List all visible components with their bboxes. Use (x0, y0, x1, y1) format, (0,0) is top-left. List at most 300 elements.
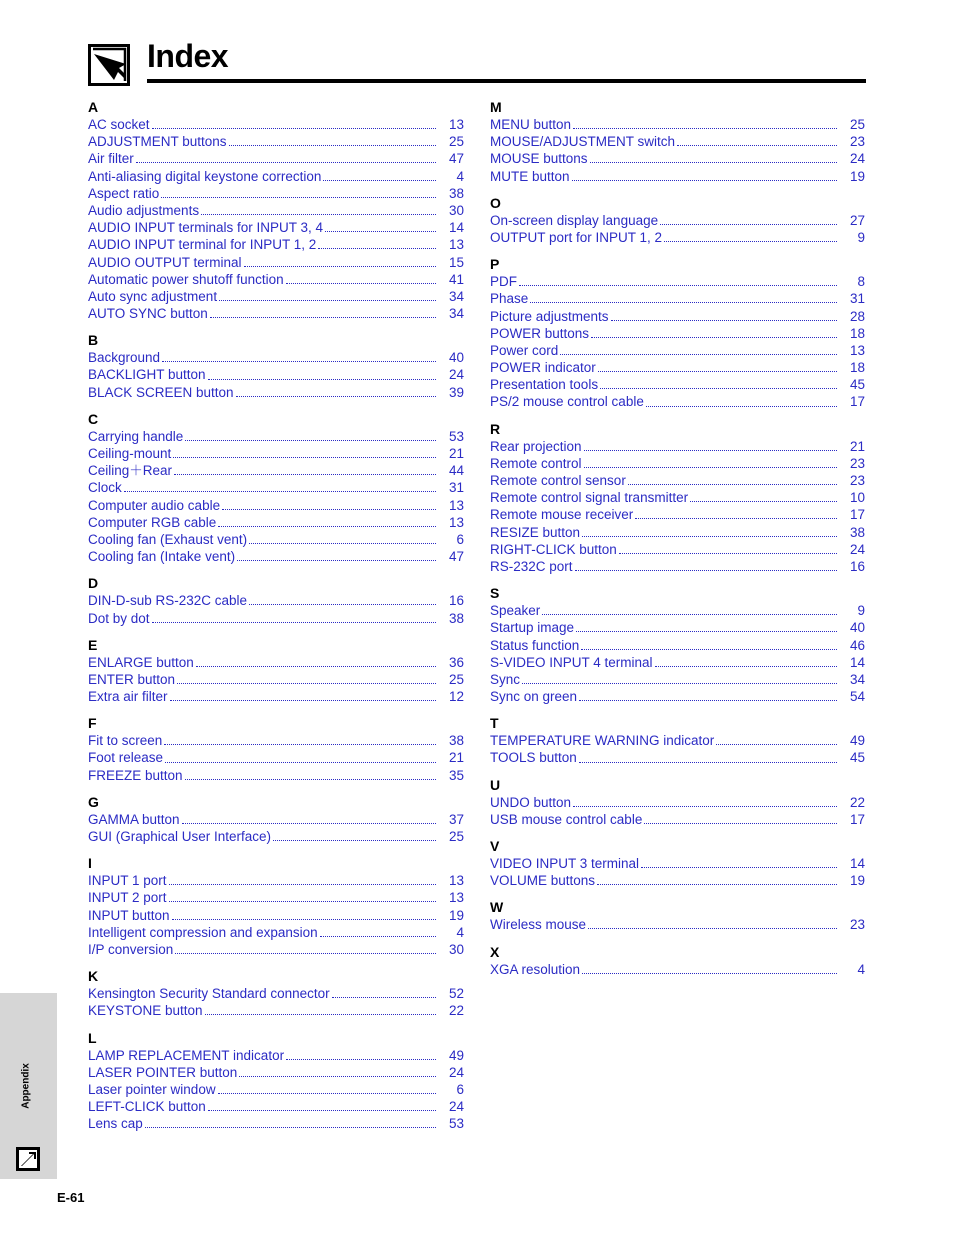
entry-page-number: 27 (849, 212, 865, 228)
entry-page-number: 14 (849, 654, 865, 670)
dot-leader (218, 1093, 436, 1094)
entry-page-number: 28 (849, 308, 865, 324)
section-letter: P (490, 256, 500, 273)
dot-leader (136, 162, 436, 163)
section-letter: T (490, 715, 499, 732)
entry-page-number: 53 (448, 1116, 464, 1132)
dot-leader (690, 501, 837, 502)
index-entry[interactable] (88, 428, 464, 445)
index-entry[interactable] (88, 366, 464, 383)
entry-term: PDF (490, 274, 517, 290)
entry-page-number: 30 (448, 941, 464, 957)
index-entry[interactable] (88, 811, 464, 828)
entry-page-number: 24 (849, 151, 865, 167)
entry-page-number: 6 (456, 531, 464, 547)
entry-page-number: 47 (448, 151, 464, 167)
index-section-t (490, 714, 865, 766)
dot-leader (530, 302, 837, 303)
dot-leader (208, 1110, 436, 1111)
entry-term: PS/2 mouse control cable (490, 394, 644, 410)
section-letter: C (88, 410, 99, 427)
entry-term: ENLARGE button (88, 654, 194, 670)
index-entry[interactable] (490, 489, 865, 506)
entry-page-number: 37 (448, 811, 464, 827)
entry-page-number: 16 (448, 593, 464, 609)
entry-term: MOUSE buttons (490, 151, 588, 167)
entry-term: Lens cap (88, 1116, 143, 1132)
entry-page-number: 25 (448, 829, 464, 844)
index-entry[interactable] (490, 524, 865, 541)
index-section-d (88, 574, 464, 626)
entry-term: Clock (88, 480, 122, 496)
index-section-w (490, 898, 865, 933)
dot-leader (174, 474, 436, 475)
dot-leader (332, 997, 436, 998)
entry-page-number: 18 (849, 360, 865, 376)
index-entry[interactable] (88, 305, 464, 322)
index-entry[interactable] (490, 855, 865, 872)
dot-leader (588, 928, 837, 929)
entry-page-number: 4 (456, 924, 464, 940)
index-page-icon (88, 44, 130, 86)
entry-page-number: 24 (448, 367, 464, 383)
index-entry[interactable] (88, 479, 464, 496)
index-entry[interactable] (88, 907, 464, 924)
title-rule (147, 79, 866, 83)
entry-term: Laser pointer window (88, 1081, 216, 1097)
index-column-right (490, 98, 865, 987)
index-entry[interactable] (88, 1047, 464, 1064)
entry-page-number: 21 (448, 750, 464, 766)
entry-page-number: 13 (448, 514, 464, 530)
entry-term: Extra air filter (88, 689, 168, 705)
index-entry[interactable] (88, 349, 464, 366)
section-letter: V (490, 838, 500, 854)
index-entry[interactable] (490, 811, 865, 828)
appendix-label: Appendix (20, 1063, 32, 1109)
entry-page-number: 16 (849, 558, 865, 574)
dot-leader (237, 560, 436, 561)
index-entry[interactable] (490, 359, 865, 376)
index-entry[interactable] (88, 941, 464, 958)
entry-term: Remote mouse receiver (490, 507, 634, 523)
index-entry[interactable] (490, 916, 865, 933)
dot-leader (641, 867, 837, 868)
dot-leader (162, 361, 436, 362)
index-section-l (88, 1029, 464, 1133)
entry-term: Anti-aliasing digital keystone correction (88, 168, 322, 184)
dot-leader (177, 683, 436, 684)
entry-term: RS-232C port (490, 558, 573, 574)
entry-page-number: 53 (448, 428, 464, 444)
entry-page-number: 12 (448, 689, 464, 705)
index-entry[interactable] (490, 325, 865, 342)
index-entry[interactable] (490, 961, 865, 978)
index-entry[interactable] (88, 168, 464, 185)
index-entry[interactable] (490, 472, 865, 489)
entry-term: Ceiling＋Rear (88, 463, 173, 479)
entry-term: INPUT 2 port (88, 890, 167, 906)
index-entry[interactable] (88, 514, 464, 531)
dot-leader (584, 450, 837, 451)
dot-leader (581, 649, 837, 650)
dot-leader (208, 379, 436, 380)
dot-leader (218, 526, 436, 527)
entry-term: VOLUME buttons (490, 873, 596, 889)
entry-term: AUDIO OUTPUT terminal (88, 254, 242, 270)
index-entry[interactable] (490, 732, 865, 749)
dot-leader (185, 440, 436, 441)
index-entry[interactable] (490, 376, 865, 393)
section-letter: L (88, 1029, 97, 1046)
index-entry[interactable] (490, 619, 865, 636)
entry-term: ADJUSTMENT buttons (88, 134, 227, 150)
index-section-r (490, 420, 865, 576)
index-entry[interactable] (490, 654, 865, 671)
entry-page-number: 31 (448, 480, 464, 496)
entry-term: Picture adjustments (490, 308, 609, 324)
dot-leader (573, 128, 837, 129)
entry-page-number: 13 (448, 497, 464, 513)
entry-term: Automatic power shutoff function (88, 271, 284, 287)
entry-page-number: 40 (849, 620, 865, 636)
section-letter: X (490, 943, 500, 960)
entry-page-number: 17 (849, 507, 865, 523)
entry-page-number: 24 (448, 1099, 464, 1115)
entry-term: AUDIO INPUT terminal for INPUT 1, 2 (88, 237, 317, 253)
index-entry[interactable] (490, 308, 865, 325)
section-letter: E (88, 636, 98, 653)
entry-term: Sync (490, 671, 521, 687)
dot-leader (170, 700, 436, 701)
section-letter: A (88, 99, 99, 115)
dot-leader (196, 666, 436, 667)
dot-leader (169, 901, 436, 902)
index-entry[interactable] (490, 794, 865, 811)
dot-leader (598, 371, 837, 372)
entry-page-number: 35 (448, 767, 464, 783)
entry-page-number: 8 (857, 274, 865, 290)
entry-page-number: 39 (448, 384, 464, 400)
dot-leader (590, 162, 837, 163)
dot-leader (185, 779, 436, 780)
entry-term: LEFT-CLICK button (88, 1099, 206, 1115)
entry-page-number: 4 (857, 961, 865, 977)
entry-term: INPUT button (88, 907, 170, 923)
entry-page-number: 41 (448, 271, 464, 287)
entry-term: POWER indicator (490, 360, 596, 376)
dot-leader (660, 224, 837, 225)
index-entry[interactable] (490, 602, 865, 619)
index-entry[interactable] (88, 924, 464, 941)
entry-page-number: 9 (857, 603, 865, 619)
entry-page-number: 49 (448, 1047, 464, 1063)
entry-term: AUDIO INPUT terminals for INPUT 3, 4 (88, 220, 324, 236)
entry-page-number: 21 (849, 438, 865, 454)
index-entry[interactable] (490, 273, 865, 290)
entry-page-number: 47 (448, 549, 464, 565)
dot-leader (273, 840, 436, 841)
page-title: Index (147, 38, 229, 74)
entry-page-number: 14 (448, 220, 464, 236)
dot-leader (325, 231, 436, 232)
entry-page-number: 19 (849, 168, 865, 184)
entry-page-number: 45 (849, 750, 865, 766)
index-section-u (490, 776, 865, 828)
index-entry[interactable] (88, 116, 464, 133)
index-entry[interactable] (490, 150, 865, 167)
index-entry[interactable] (490, 290, 865, 307)
dot-leader (161, 197, 436, 198)
index-entry[interactable] (88, 889, 464, 906)
index-entry[interactable] (490, 133, 865, 150)
index-entry[interactable] (490, 541, 865, 558)
dot-leader (560, 354, 837, 355)
entry-page-number: 13 (448, 237, 464, 253)
entry-term: LAMP REPLACEMENT indicator (88, 1047, 285, 1063)
dot-leader (172, 919, 436, 920)
index-entry[interactable] (88, 1064, 464, 1081)
dot-leader (286, 1059, 436, 1060)
dot-leader (579, 700, 837, 701)
index-entry[interactable] (490, 872, 865, 889)
index-entry[interactable] (88, 688, 464, 705)
dot-leader (205, 1014, 436, 1015)
dot-leader (542, 614, 837, 615)
index-section-c (88, 410, 464, 566)
index-entry[interactable] (490, 393, 865, 410)
index-column-left (88, 98, 464, 1141)
entry-term: KEYSTONE button (88, 1003, 203, 1019)
entry-page-number: 10 (849, 490, 865, 506)
appendix-icon (16, 1147, 40, 1171)
index-entry[interactable] (490, 455, 865, 472)
index-entry[interactable] (88, 767, 464, 784)
entry-page-number: 38 (448, 610, 464, 626)
index-entry[interactable] (490, 168, 865, 185)
dot-leader (201, 214, 436, 215)
entry-page-number: 52 (448, 986, 464, 1002)
entry-term: Sync on green (490, 689, 578, 705)
index-entry[interactable] (88, 202, 464, 219)
index-entry[interactable] (490, 671, 865, 688)
entry-term: VIDEO INPUT 3 terminal (490, 856, 640, 871)
dot-leader (210, 317, 436, 318)
entry-term: Dot by dot (88, 610, 150, 626)
entry-page-number: 4 (456, 168, 464, 184)
index-section-v (490, 837, 865, 889)
entry-page-number: 23 (849, 134, 865, 150)
entry-term: DIN-D-sub RS-232C cable (88, 593, 248, 609)
entry-term: Background (88, 350, 161, 366)
entry-term: Rear projection (490, 438, 582, 454)
index-entry[interactable] (490, 212, 865, 229)
dot-leader (716, 744, 837, 745)
entry-term: Intelligent compression and expansion (88, 924, 318, 940)
dot-leader (175, 953, 436, 954)
index-section-f (88, 714, 464, 784)
index-entry[interactable] (88, 1098, 464, 1115)
index-entry[interactable] (88, 828, 464, 845)
index-entry[interactable] (88, 288, 464, 305)
dot-leader (320, 936, 436, 937)
entry-term: Status function (490, 637, 580, 653)
index-entry[interactable] (88, 592, 464, 609)
index-section-e (88, 636, 464, 706)
entry-term: Cooling fan (Exhaust vent) (88, 531, 248, 547)
entry-page-number: 22 (448, 1003, 464, 1019)
entry-page-number: 17 (849, 811, 865, 827)
entry-term: Computer RGB cable (88, 514, 217, 530)
dot-leader (169, 884, 436, 885)
entry-term: INPUT 1 port (88, 873, 167, 889)
dot-leader (165, 762, 436, 763)
index-entry[interactable] (88, 1081, 464, 1098)
entry-term: OUTPUT port for INPUT 1, 2 (490, 229, 663, 245)
dot-leader (628, 484, 837, 485)
entry-term: POWER buttons (490, 325, 590, 341)
section-letter: G (88, 793, 99, 810)
entry-term: AUTO SYNC button (88, 306, 208, 322)
index-entry[interactable] (490, 637, 865, 654)
index-entry[interactable] (490, 438, 865, 455)
dot-leader (229, 145, 436, 146)
entry-term: Remote control signal transmitter (490, 490, 689, 506)
index-entry[interactable] (88, 236, 464, 253)
index-entry[interactable] (88, 654, 464, 671)
index-entry[interactable] (88, 497, 464, 514)
index-entry[interactable] (88, 219, 464, 236)
dot-leader (236, 396, 436, 397)
index-entry[interactable] (88, 872, 464, 889)
dot-leader (222, 509, 436, 510)
index-entry[interactable] (88, 671, 464, 688)
dot-leader (173, 457, 436, 458)
index-section-b (88, 331, 464, 401)
section-letter: I (88, 855, 92, 872)
entry-term: I/P conversion (88, 941, 174, 957)
entry-term: AC socket (88, 117, 150, 132)
entry-term: On-screen display language (490, 212, 659, 228)
entry-term: RESIZE button (490, 524, 581, 540)
index-entry[interactable] (88, 1002, 464, 1019)
entry-term: USB mouse control cable (490, 811, 643, 827)
entry-term: Presentation tools (490, 377, 599, 393)
section-letter: M (490, 99, 502, 115)
entry-term: Phase (490, 291, 529, 307)
dot-leader (124, 491, 436, 492)
index-entry[interactable] (88, 610, 464, 627)
section-letter: F (88, 715, 97, 732)
entry-term: Ceiling-mount (88, 446, 172, 461)
entry-page-number: 23 (849, 455, 865, 471)
dot-leader (573, 806, 837, 807)
dot-leader (572, 180, 837, 181)
entry-page-number: 25 (448, 134, 464, 150)
index-entry[interactable] (88, 548, 464, 565)
dot-leader (582, 536, 837, 537)
index-section-i (88, 854, 464, 958)
section-letter: K (88, 968, 99, 985)
entry-term: RIGHT-CLICK button (490, 541, 617, 557)
dot-leader (600, 388, 837, 389)
dot-leader (286, 283, 436, 284)
entry-page-number: 46 (849, 637, 865, 653)
index-entry[interactable] (88, 531, 464, 548)
index-entry[interactable] (88, 445, 464, 462)
entry-page-number: 38 (849, 524, 865, 540)
dot-leader (323, 180, 436, 181)
entry-term: BLACK SCREEN button (88, 384, 234, 400)
index-entry[interactable] (88, 133, 464, 150)
index-entry[interactable] (88, 150, 464, 167)
page-number: E-61 (57, 1190, 85, 1205)
index-section-g (88, 793, 464, 845)
index-entry[interactable] (88, 1115, 464, 1132)
entry-term: MENU button (490, 117, 572, 132)
entry-page-number: 17 (849, 394, 865, 410)
index-entry[interactable] (88, 462, 464, 479)
entry-page-number: 21 (448, 446, 464, 461)
entry-term: MOUSE/ADJUSTMENT switch (490, 134, 676, 150)
dot-leader (584, 467, 837, 468)
entry-term: Speaker (490, 603, 541, 619)
entry-page-number: 38 (448, 733, 464, 749)
entry-page-number: 25 (849, 117, 865, 132)
dot-leader (655, 666, 837, 667)
index-entry[interactable] (88, 732, 464, 749)
section-letter: O (490, 194, 501, 211)
index-section-s (490, 584, 865, 705)
entry-term: UNDO button (490, 794, 572, 810)
index-entry[interactable] (88, 271, 464, 288)
entry-page-number: 44 (448, 463, 464, 479)
index-entry[interactable] (88, 985, 464, 1002)
entry-term: Auto sync adjustment (88, 288, 218, 304)
index-entry[interactable] (490, 116, 865, 133)
index-entry[interactable] (490, 506, 865, 523)
dot-leader (597, 884, 837, 885)
dot-leader (244, 266, 436, 267)
dot-leader (249, 604, 436, 605)
entry-term: Wireless mouse (490, 917, 587, 933)
index-entry[interactable] (490, 342, 865, 359)
dot-leader (239, 1076, 436, 1077)
dot-leader (664, 241, 837, 242)
section-letter: W (490, 899, 504, 916)
entry-page-number: 13 (448, 117, 464, 132)
entry-term: Startup image (490, 620, 575, 636)
entry-term: FREEZE button (88, 767, 183, 783)
index-entry[interactable] (88, 749, 464, 766)
index-entry[interactable] (490, 558, 865, 575)
index-entry[interactable] (490, 688, 865, 705)
entry-term: XGA resolution (490, 961, 581, 977)
index-entry[interactable] (88, 254, 464, 271)
index-entry[interactable] (490, 749, 865, 766)
entry-term: MUTE button (490, 168, 570, 184)
dot-leader (619, 553, 837, 554)
entry-page-number: 15 (448, 254, 464, 270)
index-entry[interactable] (88, 384, 464, 401)
entry-term: Foot release (88, 750, 164, 766)
entry-term: Kensington Security Standard connector (88, 986, 330, 1002)
index-entry[interactable] (88, 185, 464, 202)
index-entry[interactable] (490, 229, 865, 246)
dot-leader (582, 973, 837, 974)
section-letter: D (88, 575, 99, 592)
entry-term: Audio adjustments (88, 202, 200, 218)
